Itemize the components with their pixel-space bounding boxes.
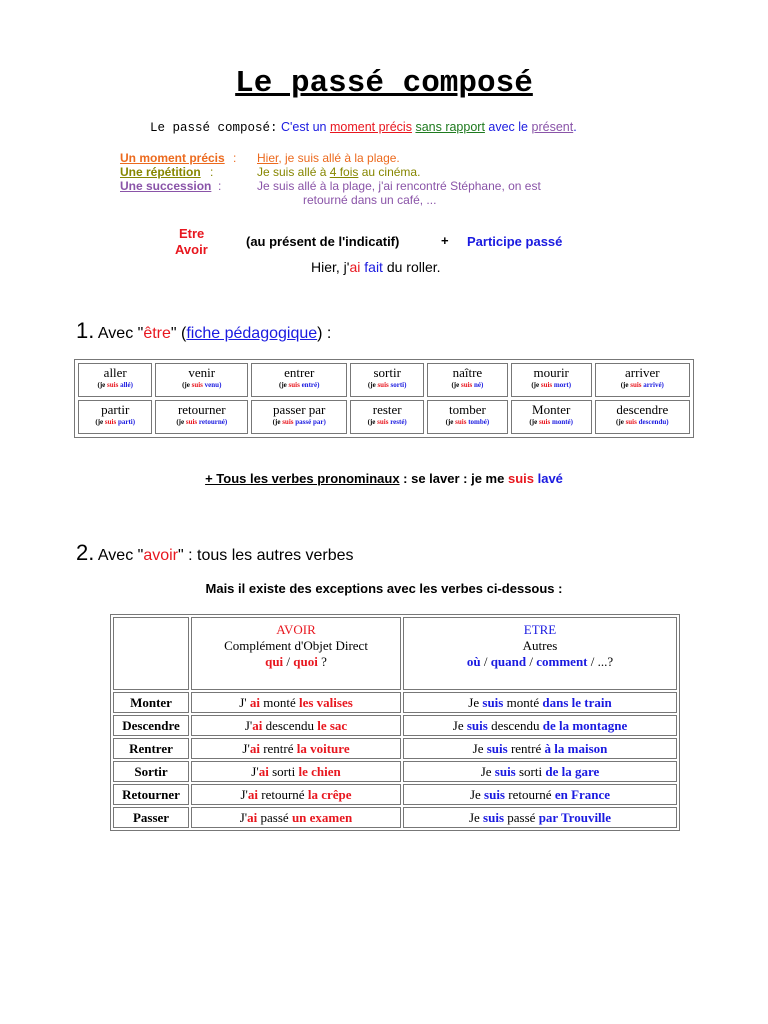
verb-infinitive: entrer <box>284 365 315 380</box>
etre-verbs-table <box>74 359 694 438</box>
sans-rapport-text: sans rapport <box>415 120 485 134</box>
exception-row <box>113 738 677 759</box>
empty-header-cell <box>113 617 189 690</box>
etre-header: ETRE Autres où / quand / comment / ...? <box>403 617 677 690</box>
verb-conjugation: (je suis monté) <box>529 418 573 426</box>
verb-conjugation: (je suis allé) <box>97 381 133 389</box>
verb-cell <box>511 363 592 397</box>
verb-conjugation: (je suis passé par) <box>272 418 326 426</box>
exception-row <box>113 761 677 782</box>
verb-conjugation: (je suis descendu) <box>616 418 669 426</box>
verb-infinitive: descendre <box>616 402 669 417</box>
definition-end: . <box>573 120 577 134</box>
example-label: Une succession <box>120 179 212 193</box>
avec-le-text: avec le <box>488 120 529 134</box>
verb-infinitive: partir <box>101 402 130 417</box>
example-sep: : <box>210 165 214 179</box>
exception-verb: Sortir <box>113 761 189 782</box>
avoir-example: J'ai sorti le chien <box>191 761 401 782</box>
pronominaux-line: + Tous les verbes pronominaux : se laver : je me suis lavé <box>205 471 563 486</box>
page-title: Le passé composé <box>235 66 533 101</box>
verb-infinitive: retourner <box>177 402 226 417</box>
exceptions-intro: Mais il existe des exceptions avec les verbes ci-dessous : <box>205 581 563 596</box>
verb-infinitive: tomber <box>448 402 486 417</box>
verb-infinitive: arriver <box>624 365 660 380</box>
etre-example: Je suis rentré à la maison <box>403 738 677 759</box>
fiche-pedagogique-link[interactable]: fiche pédagogique <box>186 325 318 342</box>
verb-conjugation: (je suis mort) <box>531 381 572 389</box>
verb-conjugation: (je suis resté) <box>367 418 407 426</box>
exception-verb: Descendre <box>113 715 189 736</box>
exceptions-table <box>110 614 680 831</box>
section-1-heading: 1. Avec "être" (fiche pédagogique) : <box>76 318 332 343</box>
verb-cell <box>78 400 152 434</box>
aux-etre: Etre <box>179 226 205 241</box>
verb-cell <box>155 363 248 397</box>
moment-precis-text: moment précis <box>329 120 412 134</box>
verb-infinitive: sortir <box>373 365 401 380</box>
exception-verb: Passer <box>113 807 189 828</box>
definition-line <box>150 120 577 135</box>
verb-cell <box>78 363 152 397</box>
definition-label: Le passé composé: <box>150 121 278 135</box>
verb-cell <box>155 400 248 434</box>
etre-example: Je suis descendu de la montagne <box>403 715 677 736</box>
formula-mode: (au présent de l'indicatif) <box>246 234 400 249</box>
exception-row <box>113 784 677 805</box>
verb-conjugation: (je suis sorti) <box>367 381 407 389</box>
verbs-row <box>78 400 690 434</box>
exception-verb: Monter <box>113 692 189 713</box>
example-text-line2: retourné dans un café, ... <box>303 193 437 207</box>
formula-plus: + <box>441 233 449 248</box>
definition-text: C'est un <box>281 120 327 134</box>
example-repetition <box>0 165 768 179</box>
exception-row <box>113 692 677 713</box>
etre-example: Je suis passé par Trouville <box>403 807 677 828</box>
verb-conjugation: (je suis retourné) <box>176 418 228 426</box>
verb-conjugation: (je suis entré) <box>278 381 320 389</box>
verb-infinitive: rester <box>372 402 402 417</box>
verbs-row <box>78 363 690 397</box>
verb-cell <box>350 363 424 397</box>
avoir-example: J'ai rentré la voiture <box>191 738 401 759</box>
verb-conjugation: (je suis venu) <box>182 381 222 389</box>
verb-cell <box>595 400 690 434</box>
etre-example: Je suis retourné en France <box>403 784 677 805</box>
exception-row <box>113 715 677 736</box>
verb-conjugation: (je suis né) <box>451 381 484 389</box>
verb-infinitive: passer par <box>273 402 326 417</box>
avoir-example: J'ai descendu le sac <box>191 715 401 736</box>
avoir-example: J' ai monté les valises <box>191 692 401 713</box>
verb-infinitive: aller <box>103 365 127 380</box>
example-text: Hier, je suis allé à la plage. <box>257 151 400 165</box>
example-label: Une répétition <box>120 165 201 179</box>
exception-row <box>113 807 677 828</box>
avoir-example: J'ai retourné la crêpe <box>191 784 401 805</box>
avoir-example: J'ai passé un examen <box>191 807 401 828</box>
example-sep: : <box>218 179 222 193</box>
verb-cell <box>251 363 347 397</box>
etre-example: Je suis sorti de la gare <box>403 761 677 782</box>
exceptions-header-row <box>113 617 677 690</box>
verb-conjugation: (je suis parti) <box>95 418 136 426</box>
avoir-header: AVOIR Complément d'Objet Direct qui / quoi ? <box>191 617 401 690</box>
verb-infinitive: naître <box>452 365 483 380</box>
example-sep: : <box>233 151 237 165</box>
present-text: présent <box>531 120 574 134</box>
verb-infinitive: venir <box>188 365 216 380</box>
verb-conjugation: (je suis tombé) <box>445 418 490 426</box>
verb-cell <box>427 363 508 397</box>
verb-conjugation: (je suis arrivé) <box>620 381 664 389</box>
exception-verb: Rentrer <box>113 738 189 759</box>
exception-verb: Retourner <box>113 784 189 805</box>
verb-cell <box>511 400 592 434</box>
etre-example: Je suis monté dans le train <box>403 692 677 713</box>
example-text: Je suis allé à la plage, j'ai rencontré Stéphane, on est <box>257 179 541 193</box>
section-2-heading: 2. Avec "avoir" : tous les autres verbes <box>76 540 354 565</box>
example-succession <box>0 179 768 209</box>
participe-passe: Participe passé <box>467 234 563 249</box>
verb-infinitive: Monter <box>532 402 571 417</box>
formula-example: Hier, j'ai fait du roller. <box>311 259 441 275</box>
example-moment <box>0 151 768 165</box>
verb-cell <box>595 363 690 397</box>
verb-infinitive: mourir <box>533 365 569 380</box>
aux-avoir: Avoir <box>175 242 208 257</box>
example-text: Je suis allé à 4 fois au cinéma. <box>257 165 421 179</box>
example-label: Un moment précis <box>120 151 225 165</box>
verb-cell <box>427 400 508 434</box>
verb-cell <box>251 400 347 434</box>
verb-cell <box>350 400 424 434</box>
